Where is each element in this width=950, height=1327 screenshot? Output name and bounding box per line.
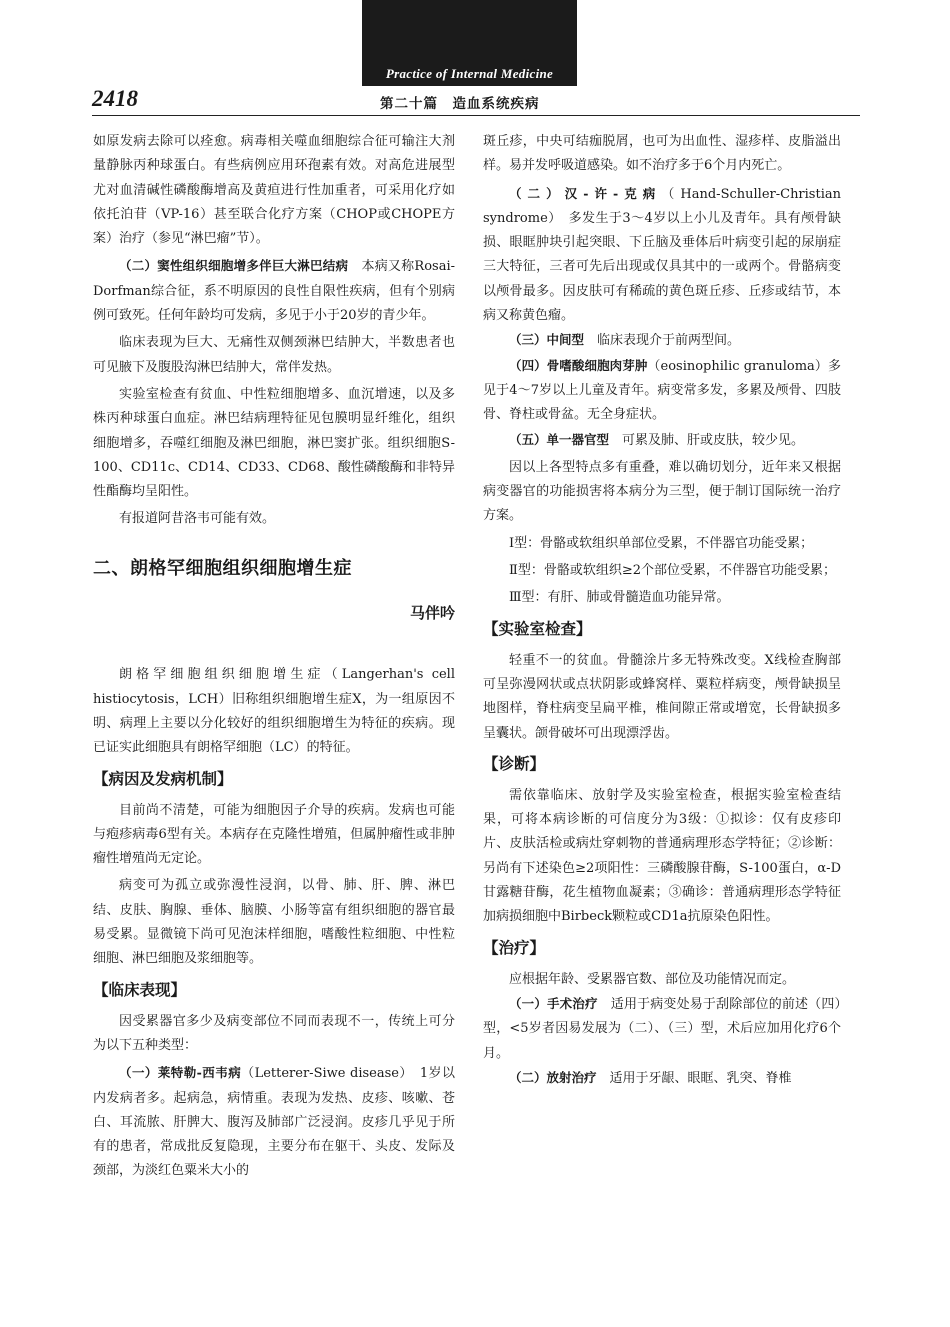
paragraph: Ⅱ型：骨骼或软组织≥2个部位受累，不伴器官功能受累； [509,563,836,579]
paragraph [483,428,841,453]
subheading: （二）窦性组织细胞增多伴巨大淋巴结病 [119,258,349,274]
paragraph-text: 本病又称Rosai-Dorfman综合征，系不明原因的良性自限性疾病，但有个别病例可致死。任何年龄均可发病，多见于小于20岁的青少年。 [93,259,455,324]
paragraph [483,182,841,329]
paragraph [483,992,841,1066]
running-title: 第二十篇 造血系统疾病 [380,96,540,112]
author-name: 马伴吟 [409,604,455,623]
paragraph: 病变可为孤立或弥漫性浸润，以骨、肺、肝、脾、淋巴结、皮肤、胸腺、垂体、脑膜、小肠等富有组织细胞的器官最易受累。显微镜下尚可见泡沫样细胞，嗜酸性粒细胞、中性粒细胞、淋巴细胞及浆细胞等。 [93,878,455,967]
subheading: （一）莱特勒-西韦病 [119,1065,242,1081]
paragraph: 应根据年龄、受累器官数、部位及功能情况而定。 [509,971,796,987]
paragraph [93,254,455,328]
paragraph-text: 可累及肺、肝或皮肤，较少见。 [609,432,805,448]
journal-banner [362,0,577,86]
paragraph: 实验室检查有贫血、中性粒细胞增多、血沉增速，以及多株丙种球蛋白血症。淋巴结病理特征见包膜明显纤维化，组织细胞增多，吞噬红细胞及淋巴细胞，淋巴窦扩张。组织细胞S-100、CD11c、CD14、CD33、CD68、酸性磷酸酶和非特异性酯酶均呈阳性。 [93,386,455,500]
heading-diagnosis: 【诊断】 [483,754,546,773]
left-column [93,130,455,1184]
paragraph: 因以上各型特点多有重叠，难以确切划分，近年来又根据病变器官的功能损害将本病分为三型，便于制订国际统一治疗方案。 [483,459,841,524]
subheading: （五）单一器官型 [509,431,610,447]
paragraph: 需依靠临床、放射学及实验室检查，根据实验室检查结果，可将本病诊断的可信度分为3级：①拟诊：仅有皮疹印片、皮肤活检或病灶穿刺物的普通病理形态学特征；②诊断：另尚有下述染色≥2项阳性：三磷酸腺苷酶，S-100蛋白，α-D甘露糖苷酶，花生植物血凝素；③确诊：普通病理形态学特征加病损细胞中Birbeck颗粒或CD1a抗原染色阳性。 [483,787,841,925]
heading-lab: 【实验室检查】 [483,619,592,638]
paragraph: 临床表现为巨大、无痛性双侧颈淋巴结肿大，半数患者也可见腋下及腹股沟淋巴结肿大，常伴发热。 [93,335,455,375]
paragraph: 朗格罕细胞组织细胞增生症（Langerhan's cell histiocytosis，LCH）旧称组织细胞增生症X，为一组原因不明、病理上主要以分化较好的组织细胞增生为特征的疾病。现已证实此细胞具有朗格罕细胞（LC）的特征。 [93,667,455,756]
subheading: （二）汉-许-克病 [509,185,662,201]
paragraph-text: 临床表现介于前两型间。 [584,333,741,349]
paragraph: 因受累器官多少及病变部位不同而表现不一，传统上可分为以下五种类型： [93,1013,455,1053]
paragraph [483,354,841,428]
heading-clinical: 【临床表现】 [93,980,187,999]
paragraph: 有报道阿昔洛韦可能有效。 [119,511,276,527]
paragraph: 如原发病去除可以痊愈。病毒相关噬血细胞综合征可输注大剂量静脉丙种球蛋白。有些病例应用环孢素有效。对高危进展型尤对血清碱性磷酸酶增高及黄疸进行性加重者，可采用化疗如依托泊苷（VP-16）甚至联合化疗方案（CHOP或CHOPE方案）治疗（参见“淋巴瘤”节）。 [93,134,455,247]
subheading: （三）中间型 [509,332,585,348]
paragraph [93,1061,455,1183]
paragraph-text: （eosinophilic granuloma）多见于4～7岁以上儿童及青年。病变常多发，多累及颅骨、四肢骨、脊柱或骨盆。无全身症状。 [483,358,841,423]
right-column [483,130,841,1091]
subheading: （二）放射治疗 [509,1069,597,1085]
paragraph [483,1066,841,1091]
subheading: （一）手术治疗 [509,995,598,1011]
paragraph: Ⅰ型：骨骼或软组织单部位受累，不伴器官功能受累； [509,535,814,551]
page-number: 2418 [92,86,138,111]
paragraph-text: 适用于病变处易于刮除部位的前述（四）型，<5岁者因易发展为（二）、（三）型，术后应加用化疗6个月。 [483,996,841,1061]
heading-treatment: 【治疗】 [483,938,546,957]
header-rule [92,115,860,116]
paragraph: 斑丘疹，中央可结痂脱屑，也可为出血性、湿疹样、皮脂溢出样。易并发呼吸道感染。如不治疗多于6个月内死亡。 [483,134,841,174]
paragraph [483,328,841,353]
heading-etiology: 【病因及发病机制】 [93,769,233,788]
paragraph: 轻重不一的贫血。骨髓涂片多无特殊改变。X线检查胸部可呈弥漫网状或点状阴影或蜂窝样、粟粒样病变，颅骨缺损呈地图样，脊柱病变呈扁平椎，椎间隙正常或增宽，长骨缺损多呈囊状。颌骨破坏可出现漂浮齿。 [483,652,841,741]
banner-title: Practice of Internal Medicine [385,66,554,81]
section-title: 二、朗格罕细胞组织细胞增生症 [93,557,352,579]
paragraph-text: （Letterer-Siwe disease） 1岁以内发病者多。起病急，病情重。表现为发热、皮疹、咳嗽、苍白、耳流脓、肝脾大、腹泻及肺部广泛浸润。皮疹几乎见于所有的患者，常成批反复隐现，主要分布在躯干、头皮、发际及颈部，为淡红色粟米大小的 [93,1066,455,1179]
paragraph-text: 适用于牙龈、眼眶、乳突、脊椎 [596,1070,792,1086]
paragraph: 目前尚不清楚，可能为细胞因子介导的疾病。发病也可能与疱疹病毒6型有关。本病存在克隆性增殖，但属肿瘤性或非肿瘤性增殖尚无定论。 [93,802,455,867]
paragraph: Ⅲ型：有肝、肺或骨髓造血功能异常。 [509,590,730,606]
subheading: （四）骨嗜酸细胞肉芽肿 [509,357,648,373]
paragraph-text: （Hand-Schuller-Christian syndrome） 多发生于3～4岁以上小儿及青年。具有颅骨缺损、眼眶肿块引起突眼、下丘脑及垂体后叶病变引起的尿崩症三大特征，三者可先后出现或仅具其中的一或两个。骨骼病变以颅骨最多。因皮肤可有稀疏的黄色斑丘疹、丘疹或结节，本病又称黄色瘤。 [483,186,841,324]
